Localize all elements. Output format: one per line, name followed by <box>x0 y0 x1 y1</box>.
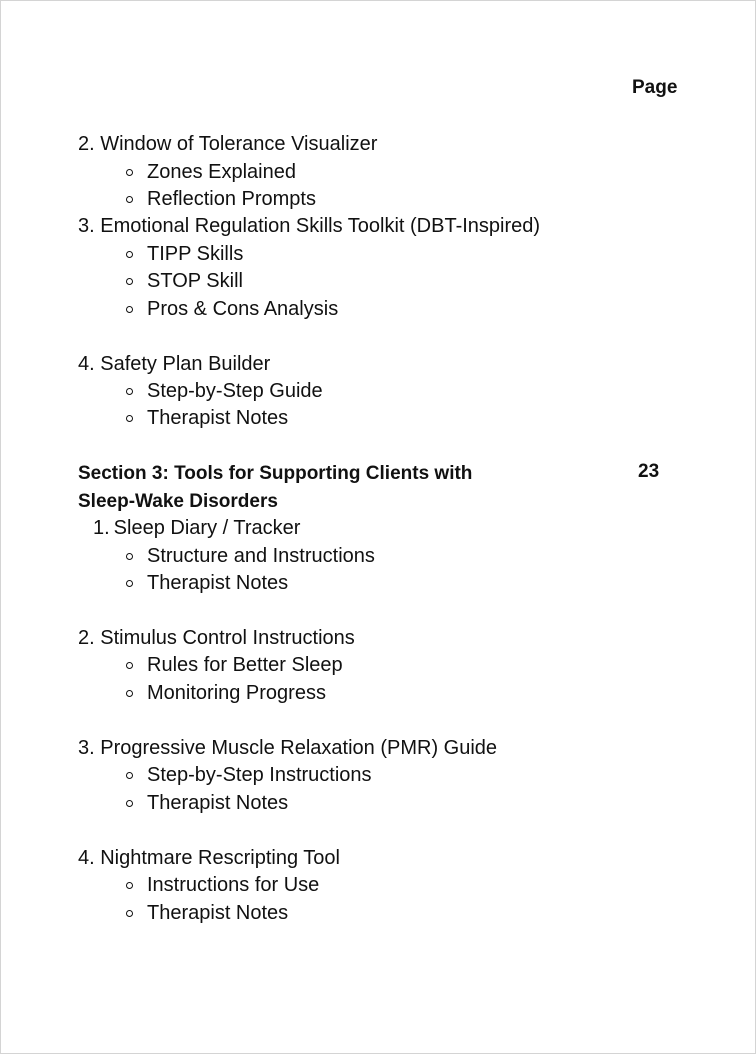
toc-subentry: Therapist Notes <box>147 572 289 594</box>
page-column-label: Page <box>632 77 678 98</box>
bullet-icon <box>126 278 133 285</box>
toc-subentry: Rules for Better Sleep <box>147 654 343 676</box>
bullet-icon <box>126 388 133 395</box>
bullet-icon <box>126 415 133 422</box>
toc-subentry: Reflection Prompts <box>147 188 316 210</box>
toc-entry-emotional-regulation: 3. Emotional Regulation Skills Toolkit (DBT-Inspired) <box>78 215 541 237</box>
bullet-icon <box>126 169 133 176</box>
bullet-icon <box>126 662 133 669</box>
toc-subentry: Therapist Notes <box>147 902 289 924</box>
toc-entry-safety-plan: 4. Safety Plan Builder <box>78 353 271 375</box>
bullet-icon <box>126 772 133 779</box>
toc-subentry: Zones Explained <box>147 161 296 183</box>
toc-subentry: STOP Skill <box>147 270 243 292</box>
toc-subentry: Structure and Instructions <box>147 545 375 567</box>
toc-entry-window-of-tolerance: 2. Window of Tolerance Visualizer <box>78 133 378 155</box>
toc-entry-sleep-diary: 1. Sleep Diary / Tracker <box>93 517 301 539</box>
bullet-icon <box>126 580 133 587</box>
bullet-icon <box>126 882 133 889</box>
bullet-icon <box>126 690 133 697</box>
toc-subentry: Pros & Cons Analysis <box>147 298 339 320</box>
toc-entry-stimulus-control: 2. Stimulus Control Instructions <box>78 627 355 649</box>
toc-subentry: Therapist Notes <box>147 792 289 814</box>
section-3-heading <box>78 460 538 516</box>
toc-subentry: TIPP Skills <box>147 243 244 265</box>
toc-subentry: Step-by-Step Instructions <box>147 764 372 786</box>
section-3-page-number: 23 <box>638 461 660 482</box>
bullet-icon <box>126 306 133 313</box>
section-3-title-line1: Section 3: Tools for Supporting Clients with <box>78 463 473 484</box>
toc-subentry: Step-by-Step Guide <box>147 380 323 402</box>
section-3-title-line2: Sleep-Wake Disorders <box>78 491 278 512</box>
bullet-icon <box>126 251 133 258</box>
toc-entry-nightmare-rescripting: 4. Nightmare Rescripting Tool <box>78 847 340 869</box>
toc-subentry: Therapist Notes <box>147 407 289 429</box>
toc-subentry: Instructions for Use <box>147 874 320 896</box>
bullet-icon <box>126 910 133 917</box>
toc-subentry: Monitoring Progress <box>147 682 326 704</box>
toc-entry-pmr-guide: 3. Progressive Muscle Relaxation (PMR) Guide <box>78 737 498 759</box>
bullet-icon <box>126 800 133 807</box>
bullet-icon <box>126 553 133 560</box>
bullet-icon <box>126 196 133 203</box>
